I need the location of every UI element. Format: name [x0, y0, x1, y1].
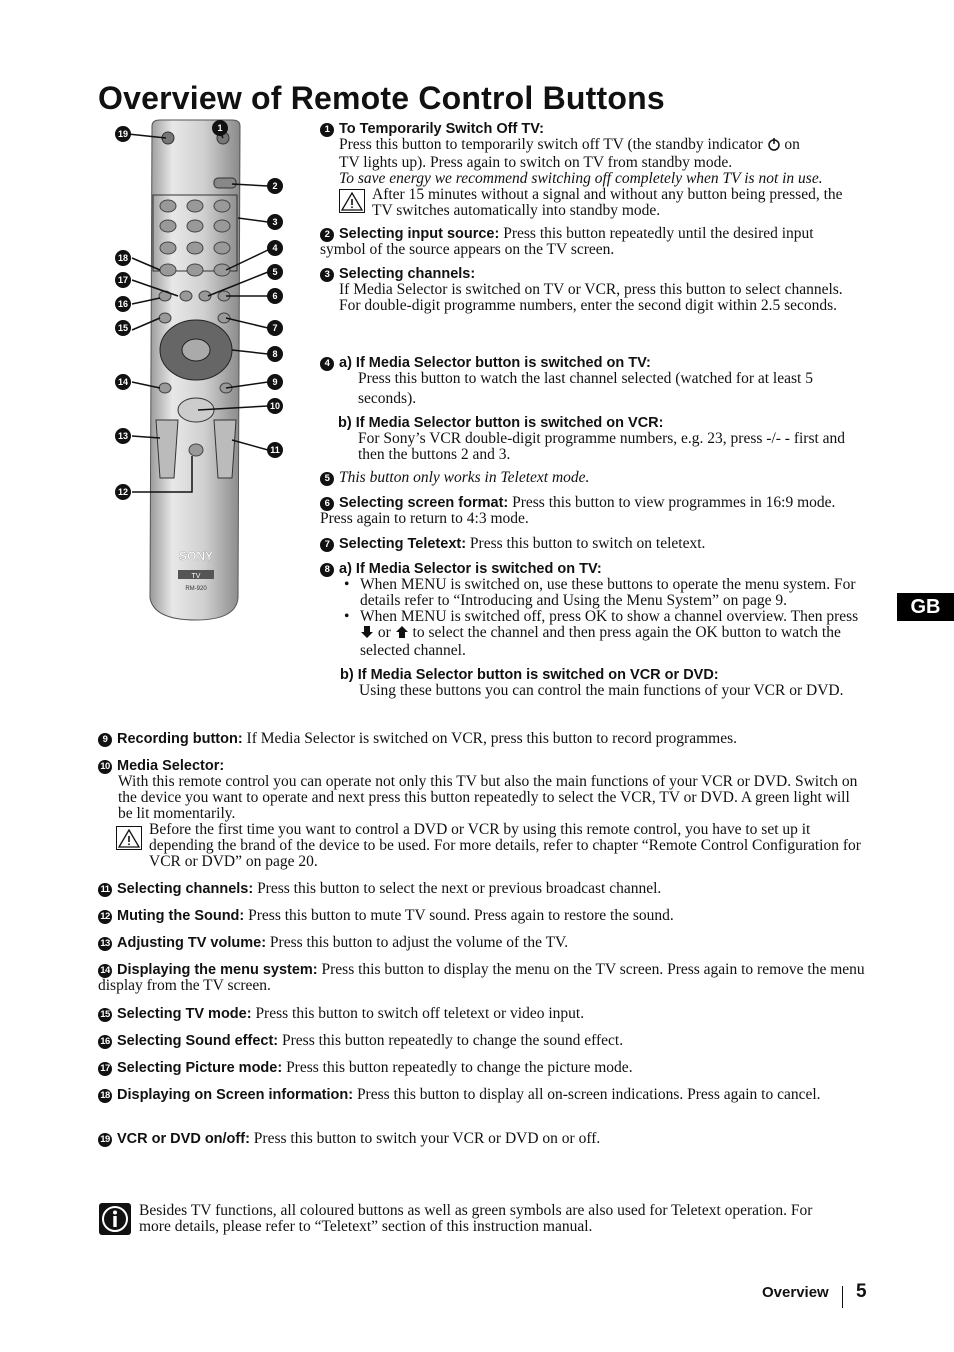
svg-text:2: 2: [272, 181, 278, 191]
item-18: 18 Displaying on Screen information: Press this button to display all on-screen indications. Press again to cancel.: [98, 1087, 868, 1103]
teletext-note: Besides TV functions, all coloured buttons as well as green symbols are also used for Teletext operation. For more details, please refer to “Teletext” section of this instruction manual.: [139, 1202, 813, 1235]
remote-control-illustration: [108, 118, 318, 628]
svg-text:8: 8: [272, 349, 278, 359]
item-15: 15 Selecting TV mode: Press this button to switch off teletext or video input.: [98, 1006, 868, 1022]
warning-icon: [116, 826, 142, 850]
info-icon: [99, 1203, 131, 1235]
item-11: 11 Selecting channels: Press this button to select the next or previous broadcast channel.: [98, 881, 868, 897]
svg-text:13: 13: [117, 431, 129, 441]
svg-text:17: 17: [117, 275, 129, 285]
svg-text:14: 14: [117, 377, 129, 387]
svg-text:18: 18: [117, 253, 129, 263]
item-17: 17 Selecting Picture mode: Press this button repeatedly to change the picture mode.: [98, 1060, 868, 1076]
arrow-up-icon: [395, 625, 409, 643]
arrow-down-icon: [360, 625, 374, 643]
svg-text:RM-920: RM-920: [185, 586, 207, 592]
svg-text:3: 3: [272, 217, 278, 227]
item-10: 10 Media Selector: With this remote control you can operate not only this TV but also the main functions of your VCR or DVD. Switch on the device you want to operate and next press this button repeatedly to select the VCR, TV or DVD. A green light will be lit momentarily. Before the first time you want to control a DVD or VCR by using this remote control, you have to set up it depending the brand of the device to be used. For more details, refer to chapter “Remote Control Configuration for VCR or DVD” on page 20.: [98, 758, 868, 870]
item-3: 3 Selecting channels: If Media Selector is switched on TV or VCR, press this button to select channels. For double-digit programme numbers, enter the second digit within 2.5 seconds.: [320, 266, 860, 314]
item-13: 13 Adjusting TV volume: Press this button to adjust the volume of the TV.: [98, 935, 868, 951]
svg-text:15: 15: [117, 323, 129, 333]
page-number: 5: [856, 1281, 867, 1302]
item-8: 8 a) If Media Selector is switched on TV: • When MENU is switched on, use these buttons to operate the menu system. For details refer to “Introducing and Using the Menu System” on page 9. • When MENU is switched off, press OK to show a channel overview. Then press or to select the channel and then press again the OK button to watch the selected channel. b) If Media Selector button is switched on VCR or DVD: Using these buttons you can control the main functions of your VCR or DVD.: [320, 561, 860, 699]
item-5: 5 This button only works in Teletext mode.: [320, 470, 860, 486]
item-12: 12 Muting the Sound: Press this button to mute TV sound. Press again to restore the sound.: [98, 908, 868, 924]
item-7: 7 Selecting Teletext: Press this button to switch on teletext.: [320, 536, 860, 552]
page-title: Overview of Remote Control Buttons: [98, 80, 665, 116]
svg-text:7: 7: [272, 323, 278, 333]
power-icon: [767, 137, 781, 155]
item-2: 2 Selecting input source: Press this button repeatedly until the desired input symbol of the source appears on the TV screen.: [320, 225, 814, 258]
svg-text:SONY: SONY: [178, 549, 214, 563]
svg-text:10: 10: [269, 401, 281, 411]
svg-text:11: 11: [270, 445, 280, 455]
item-14: 14 Displaying the menu system: Press this button to display the menu on the TV screen. Press again to remove the menu display from the TV screen.: [98, 961, 865, 994]
svg-text:9: 9: [272, 377, 278, 387]
footer-section: Overview: [762, 1284, 829, 1301]
svg-text:12: 12: [117, 487, 129, 497]
svg-text:4: 4: [272, 243, 278, 253]
svg-text:5: 5: [272, 267, 278, 277]
item-9: 9 Recording button: If Media Selector is switched on VCR, press this button to record programmes.: [98, 731, 868, 747]
item-4: 4 a) If Media Selector button is switched on TV: Press this button to watch the last channel selected (watched for at least 5 seconds). b) If Media Selector button is switched on VCR: For Sony’s VCR double-digit programme numbers, e.g. 23, press -/- - first and then the buttons 2 and 3.: [320, 355, 860, 463]
svg-text:19: 19: [117, 129, 129, 139]
item-16: 16 Selecting Sound effect: Press this button repeatedly to change the sound effect.: [98, 1033, 868, 1049]
side-tab: GB: [897, 593, 954, 621]
item-1: 1 To Temporarily Switch Off TV: Press this button to temporarily switch off TV (the standby indicator on TV lights up). Press again to switch on TV from standby mode. To save energy we recommend switching off completely when TV is not in use. After 15 minutes without a signal and without any button being pressed, the TV switches automatically into standby mode.: [320, 121, 860, 219]
svg-text:6: 6: [272, 291, 278, 301]
footer-divider: [842, 1286, 843, 1308]
item-6: 6 Selecting screen format: Press this button to view programmes in 16:9 mode. Press again to return to 4:3 mode.: [320, 494, 836, 527]
svg-text:TV: TV: [191, 573, 201, 580]
warning-icon: [339, 189, 365, 213]
svg-text:1: 1: [217, 123, 223, 133]
svg-text:16: 16: [117, 299, 129, 309]
item-19: 19 VCR or DVD on/off: Press this button to switch your VCR or DVD on or off.: [98, 1131, 868, 1147]
